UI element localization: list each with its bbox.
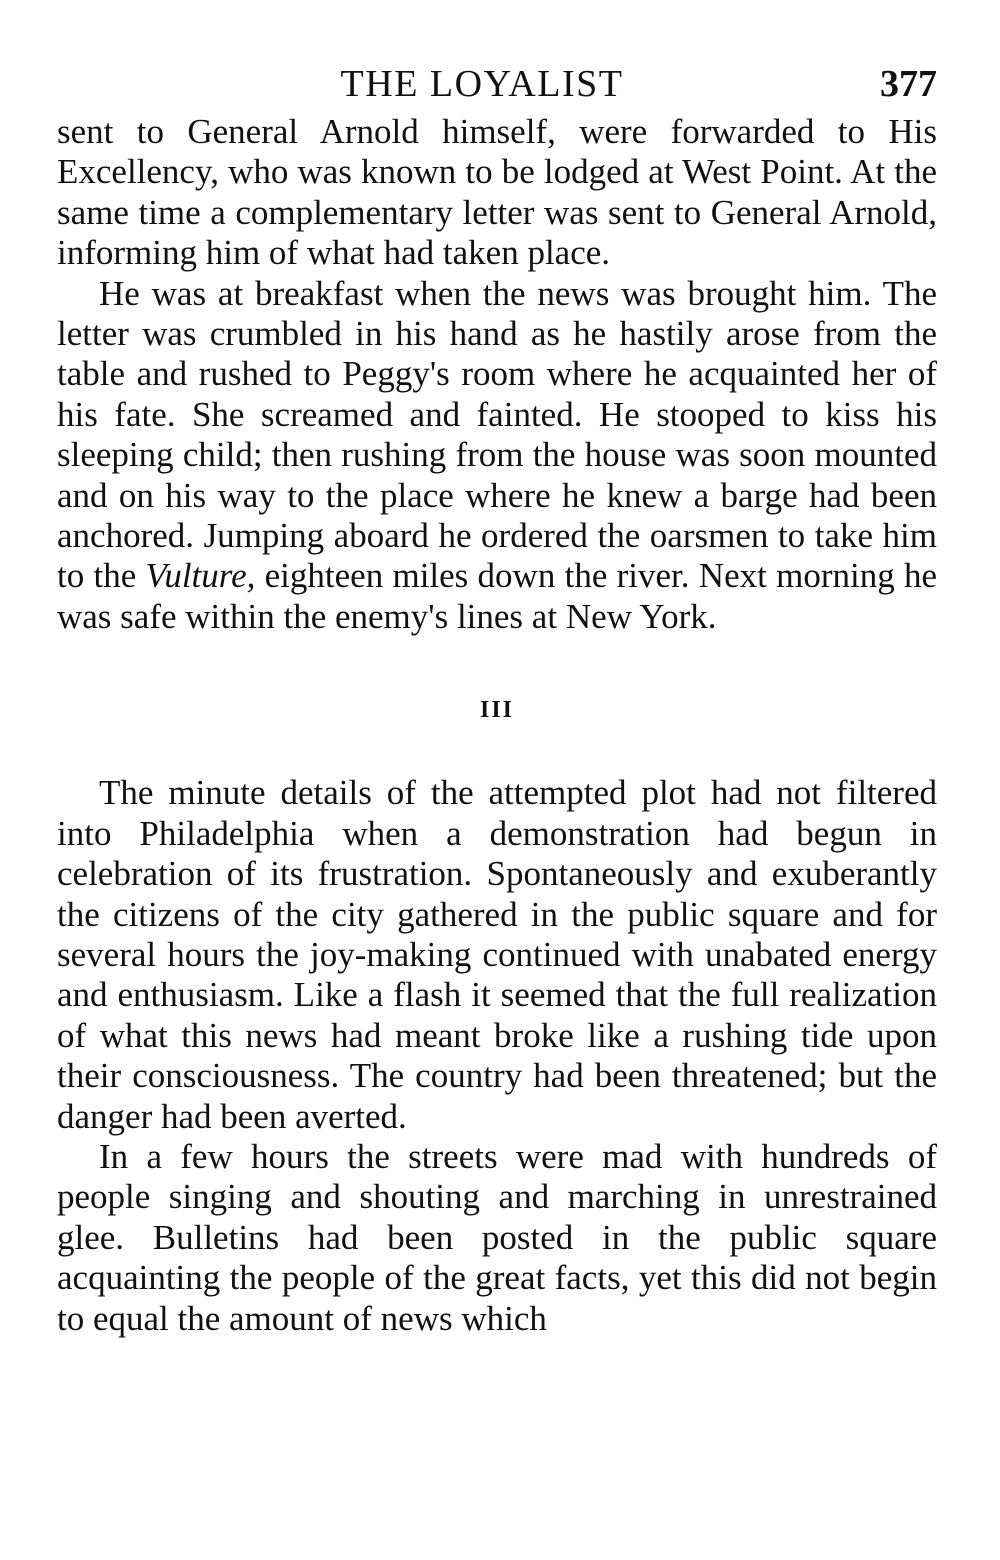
page-title: THE LOYALIST bbox=[340, 63, 624, 105]
book-page bbox=[57, 56, 937, 1339]
paragraph-text: He was at breakfast when the news was brought him. The letter was crumbled in his hand as he hastily arose from the table and rushed to Peggy's room where he acquainted her of his fate. She screamed and fainted. He stooped to kiss his sleeping child; then rushing from the house was soon mounted and on his way to the place where he knew a barge had been anchored. Jumping aboard he ordered the oarsmen to take him to the bbox=[57, 273, 937, 596]
paragraph-text: eighteen miles down the river. Next morning he was safe within the enemy's lines at New York. bbox=[57, 556, 938, 636]
running-head bbox=[57, 56, 937, 112]
paragraph-philadelphia: The minute details of the attempted plot had not filtered into Philadelphia when a demonstration had begun in celebration of its frustration. Spontaneously and exuberantly the citizens of the city gathered in the public square and for several hours the joy-making continued with unabated energy and enthusiasm. Like a flash it seemed that the full realization of what this news had meant broke like a rushing tide upon their consciousness. The country had been threatened; but the danger had been averted. bbox=[57, 773, 937, 1136]
ship-name-italic: Vulture, bbox=[145, 556, 256, 596]
paragraph-arnold-escape bbox=[57, 274, 937, 638]
paragraph-continuation: sent to General Arnold himself, were forwarded to His Excellency, who was known to be lodged at West Point. At the same time a complementary letter was sent to General Arnold, informing him of what had taken place. bbox=[57, 112, 937, 273]
section-heading: III bbox=[479, 697, 515, 724]
page-number: 377 bbox=[880, 63, 937, 105]
paragraph-streets: In a few hours the streets were mad with hundreds of people singing and shouting and marching in unrestrained glee. Bulletins had been posted in the public square acquainting the people of the great facts, yet this did not begin to equal the amount of news which bbox=[57, 1136, 937, 1338]
